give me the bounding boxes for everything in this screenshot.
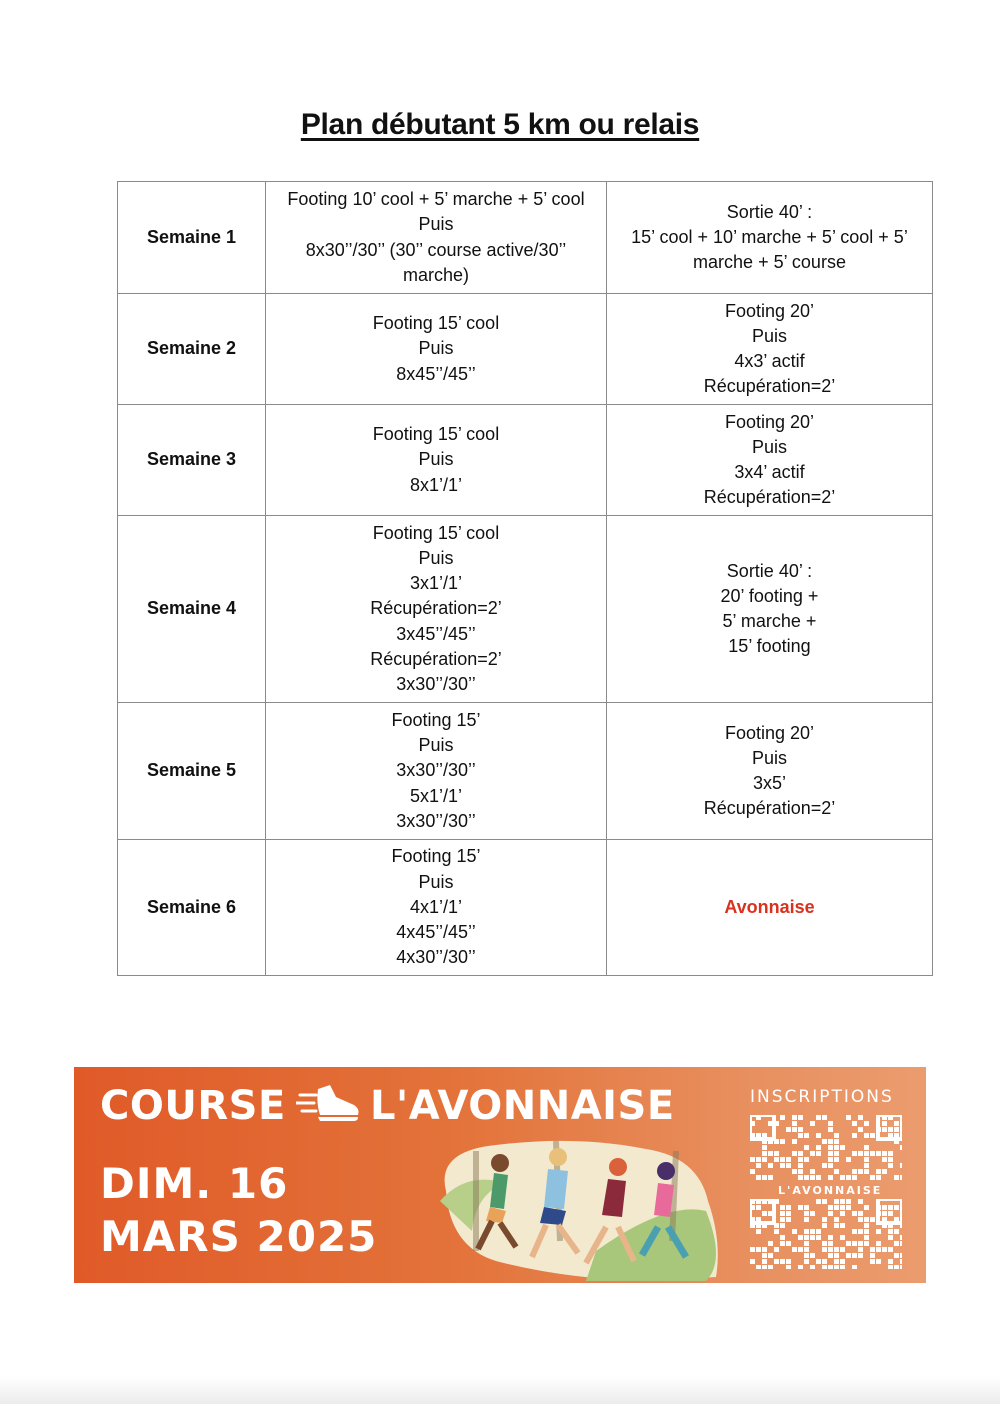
table-row bbox=[118, 405, 933, 516]
session-1-cell bbox=[266, 840, 607, 976]
session-line: marche + 5’ course bbox=[693, 252, 846, 273]
session-line: Footing 15’ cool bbox=[372, 522, 500, 543]
session-line: Puis bbox=[751, 325, 787, 346]
week-label: Semaine 5 bbox=[118, 703, 266, 840]
session-line: Récupération=2’ bbox=[370, 598, 502, 619]
banner-inscriptions: INSCRIPTIONS bbox=[750, 1087, 894, 1107]
week-label: Semaine 1 bbox=[118, 182, 266, 294]
running-shoe-icon bbox=[296, 1079, 362, 1127]
week-label: Semaine 3 bbox=[118, 405, 266, 516]
session-1-cell bbox=[266, 703, 607, 840]
session-line: Récupération=2’ bbox=[703, 376, 836, 397]
page-title: Plan débutant 5 km ou relais bbox=[300, 108, 700, 141]
banner-date-line1: DIM. 16 bbox=[100, 1159, 289, 1208]
session-line: 3x30’’/30’’ bbox=[396, 674, 476, 694]
training-plan-table bbox=[117, 181, 933, 976]
session-line: Puis bbox=[751, 436, 787, 457]
session-line: Sortie 40’ : bbox=[726, 201, 813, 222]
table-row bbox=[118, 840, 933, 976]
week-label: Semaine 6 bbox=[118, 840, 266, 976]
session-line: Récupération=2’ bbox=[703, 487, 836, 508]
session-line: Puis bbox=[418, 449, 454, 470]
banner-date-line2: MARS 2025 bbox=[100, 1212, 378, 1261]
session-line: Récupération=2’ bbox=[370, 648, 502, 669]
page-bottom-edge bbox=[0, 1376, 1000, 1404]
session-2-cell bbox=[607, 182, 933, 294]
session-1-cell bbox=[266, 405, 607, 516]
session-line: Footing 20’ bbox=[724, 300, 815, 321]
qr-code-icon[interactable] bbox=[750, 1115, 902, 1183]
table-row bbox=[118, 703, 933, 840]
week-label: Semaine 2 bbox=[118, 294, 266, 405]
table-row bbox=[118, 516, 933, 703]
session-line: Récupération=2’ bbox=[703, 798, 836, 819]
session-2-cell bbox=[607, 294, 933, 405]
session-2-cell bbox=[607, 840, 933, 976]
session-line: 5’ marche + bbox=[722, 611, 817, 631]
session-line: Footing 20’ bbox=[724, 722, 815, 743]
table-row bbox=[118, 294, 933, 405]
session-line: 15’ footing bbox=[728, 636, 811, 657]
session-line: marche) bbox=[402, 264, 469, 285]
session-line: Footing 15’ cool bbox=[372, 313, 500, 334]
session-1-cell bbox=[266, 516, 607, 703]
session-line: Footing 15’ bbox=[391, 846, 481, 867]
session-line: 15’ cool + 10’ marche + 5’ cool + 5’ bbox=[631, 226, 908, 247]
session-line: Puis bbox=[418, 214, 454, 235]
session-line: 8x1’/1’ bbox=[409, 474, 463, 495]
week-label: Semaine 4 bbox=[118, 516, 266, 703]
session-line: Footing 10’ cool + 5’ marche + 5’ cool bbox=[287, 189, 585, 210]
session-line: Footing 20’ bbox=[724, 411, 815, 432]
session-line: Puis bbox=[418, 871, 454, 892]
session-line: 8x30’’/30’’ (30’’ course active/30’’ bbox=[305, 239, 567, 260]
table-row bbox=[118, 182, 933, 294]
session-2-cell bbox=[607, 405, 933, 516]
session-line: 4x30’’/30’’ bbox=[396, 947, 476, 968]
session-line: 3x30’’/30’’ bbox=[396, 760, 476, 781]
session-line: 4x1’/1’ bbox=[409, 896, 463, 917]
session-2-cell bbox=[607, 703, 933, 840]
session-line: Avonnaise bbox=[724, 896, 815, 917]
session-line: 3x4’ actif bbox=[734, 462, 805, 482]
session-line: 4x3’ actif bbox=[734, 351, 805, 371]
session-line: Puis bbox=[418, 547, 454, 568]
session-line: Puis bbox=[418, 338, 454, 359]
session-1-cell bbox=[266, 182, 607, 294]
banner-event-name: L'AVONNAISE bbox=[370, 1083, 675, 1129]
session-line: Footing 15’ bbox=[391, 709, 481, 730]
banner-course: COURSE bbox=[100, 1083, 286, 1129]
qr-code-icon[interactable] bbox=[750, 1199, 902, 1269]
session-line: 20’ footing + bbox=[720, 585, 819, 606]
banner-qr-label: L'AVONNAISE bbox=[778, 1184, 883, 1197]
session-line: 3x30’’/30’’ bbox=[396, 810, 476, 831]
session-line: Puis bbox=[751, 747, 787, 768]
session-line: 4x45’’/45’’ bbox=[396, 922, 476, 943]
session-line: 3x45’’/45’’ bbox=[396, 623, 476, 644]
runners-illustration bbox=[436, 1131, 722, 1281]
session-line: 8x45’’/45’’ bbox=[396, 363, 476, 384]
session-line: 3x5’ bbox=[752, 773, 787, 793]
event-banner[interactable] bbox=[74, 1067, 926, 1283]
session-2-cell bbox=[607, 516, 933, 703]
session-line: Puis bbox=[418, 735, 454, 756]
session-line: Sortie 40’ : bbox=[726, 560, 813, 581]
session-line: 5x1’/1’ bbox=[409, 785, 463, 806]
session-line: 3x1’/1’ bbox=[409, 573, 463, 594]
session-1-cell bbox=[266, 294, 607, 405]
session-line: Footing 15’ cool bbox=[372, 424, 500, 445]
